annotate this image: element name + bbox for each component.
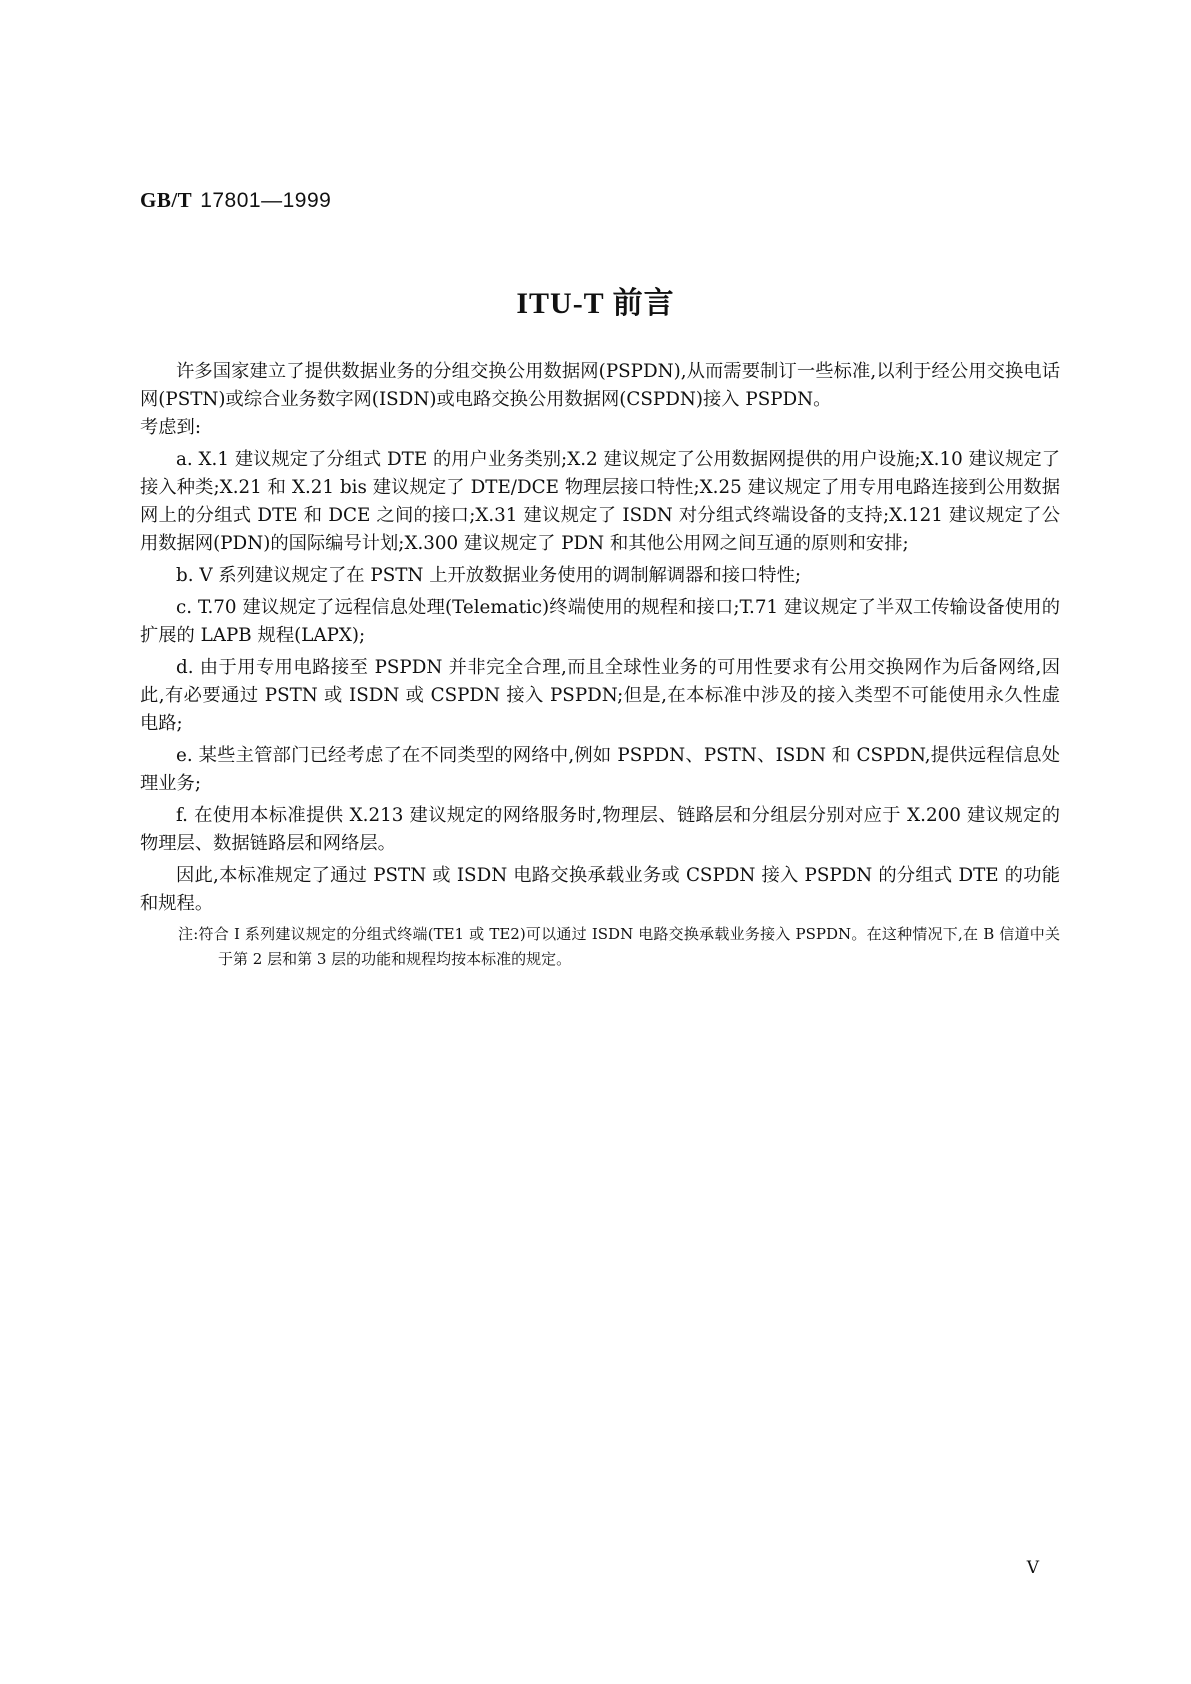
item-d-paragraph: d. 由于用专用电路接至 PSPDN 并非完全合理,而且全球性业务的可用性要求有公用交换网作为后备网络,因此,有必要通过 PSTN 或 ISDN 或 CSPDN 接入 PSPDN;但是,在本标准中涉及的接入类型不可能使用永久性虚电路; — [140, 657, 1060, 734]
item-f-paragraph: f. 在使用本标准提供 X.213 建议规定的网络服务时,物理层、链路层和分组层分别对应于 X.200 建议规定的物理层、数据链路层和网络层。 — [140, 805, 1060, 854]
page-title: ITU-T 前言 — [516, 287, 675, 320]
note-paragraph: 注:符合 I 系列建议规定的分组式终端(TE1 或 TE2)可以通过 ISDN 电路交换承载业务接入 PSPDN。在这种情况下,在 B 信道中关于第 2 层和第 3 层的功能和规程均按本标准的规定。 — [178, 925, 1060, 968]
item-a-paragraph: a. X.1 建议规定了分组式 DTE 的用户业务类别;X.2 建议规定了公用数据网提供的用户设施;X.10 建议规定了接入种类;X.21 和 X.21 bis 建议规定了 DTE/DCE 物理层接口特性;X.25 建议规定了用专用电路连接到公用数据网上的分组式 DTE 和 DCE 之间的接口;X.31 建议规定了 ISDN 对分组式终端设备的支持;X.121 建议规定了公用数据网(PDN)的国际编号计划;X.300 建议规定了 PDN 和其他公用网之间互通的原则和安排; — [140, 449, 1060, 554]
item-b-paragraph: b. V 系列建议规定了在 PSTN 上开放数据业务使用的调制解调器和接口特性; — [176, 565, 802, 586]
conclusion-paragraph: 因此,本标准规定了通过 PSTN 或 ISDN 电路交换承载业务或 CSPDN 接入 PSPDN 的分组式 DTE 的功能和规程。 — [140, 865, 1060, 914]
foreword-body — [140, 358, 1060, 972]
intro-paragraph: 许多国家建立了提供数据业务的分组交换公用数据网(PSPDN),从而需要制订一些标准,以利于经公用交换电话网(PSTN)或综合业务数字网(ISDN)或电路交换公用数据网(CSPDN)接入 PSPDN。 — [140, 361, 1060, 410]
document-code — [140, 188, 331, 213]
page-number: V — [1026, 1558, 1039, 1578]
standard-number: 17801—1999 — [200, 189, 332, 212]
standard-prefix: GB/T — [140, 188, 193, 212]
considering-paragraph: 考虑到: — [140, 417, 202, 438]
item-c-paragraph: c. T.70 建议规定了远程信息处理(Telematic)终端使用的规程和接口;T.71 建议规定了半双工传输设备使用的扩展的 LAPB 规程(LAPX); — [140, 597, 1060, 646]
item-e-paragraph: e. 某些主管部门已经考虑了在不同类型的网络中,例如 PSPDN、PSTN、ISDN 和 CSPDN,提供远程信息处理业务; — [140, 745, 1060, 794]
